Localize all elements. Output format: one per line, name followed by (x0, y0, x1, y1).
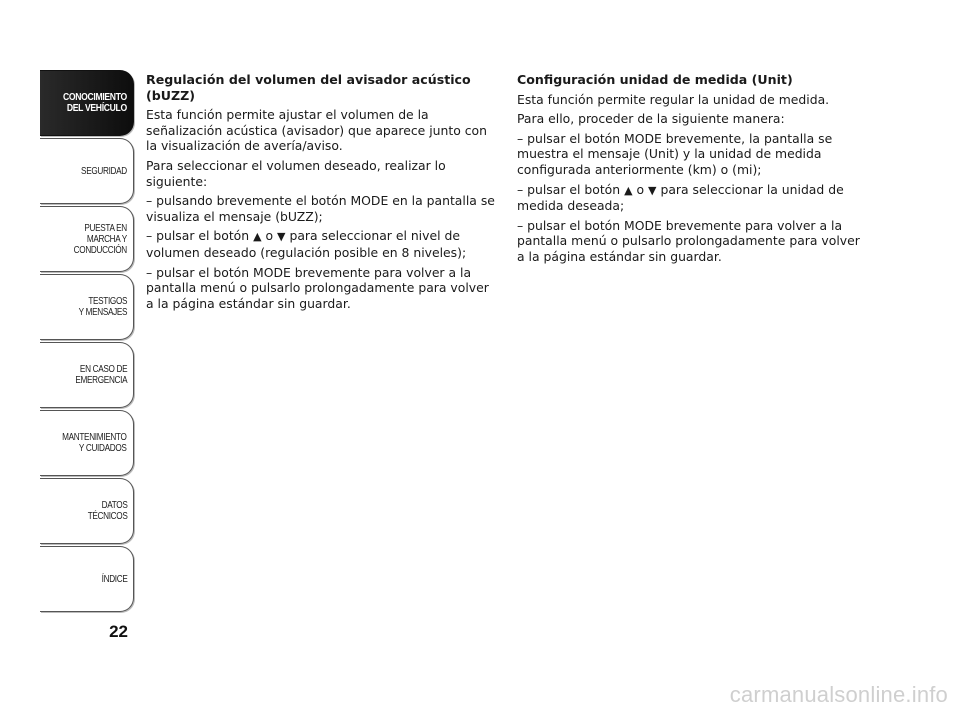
tab-label: MANTENIMIENTO Y CUIDADOS (62, 432, 127, 454)
tab-label: EN CASO DE EMERGENCIA (75, 364, 127, 386)
section-heading-unit: Configuración unidad de medida (Unit) (517, 72, 793, 87)
right-column (517, 72, 862, 269)
tab-label: SEGURIDAD (81, 165, 127, 177)
text-fragment: – pulsar el botón (146, 228, 250, 244)
text-fragment: para seleccionar la unidad de medida deseada; (517, 181, 844, 214)
tab-conocimiento-del-vehiculo[interactable] (40, 70, 134, 136)
tab-label: TESTIGOS Y MENSAJES (78, 296, 127, 318)
watermark: carmanualsonline.info (729, 682, 948, 707)
text-fragment: – pulsar el botón (517, 181, 621, 197)
paragraph: – pulsando brevemente el botón MODE en la pantalla se visualiza el mensaje (bUZZ); (146, 193, 495, 224)
text-fragment: para seleccionar el nivel de volumen deseado (regulación posible en 8 niveles); (146, 228, 467, 260)
tab-label: ÍNDICE (101, 573, 127, 585)
paragraph: – pulsar el botón MODE brevemente para volver a la pantalla menú o pulsarlo prolongadamente para volver a la página estándar sin guardar. (146, 264, 489, 311)
section-heading-buzz: Regulación del volumen del avisador acústico (bUZZ) (146, 72, 471, 103)
paragraph (146, 228, 498, 260)
paragraph: Esta función permite ajustar el volumen de la señalización acústica (avisador) que aparece junto con la visualización de avería/aviso. (146, 107, 487, 154)
page-number: 22 (109, 622, 128, 641)
paragraph: Para ello, proceder de la siguiente manera: (517, 111, 785, 127)
paragraph: Para seleccionar el volumen deseado, realizar lo siguiente: (146, 157, 446, 189)
tab-en-caso-de-emergencia[interactable] (40, 342, 134, 408)
tab-testigos-y-mensajes[interactable] (40, 274, 134, 340)
left-column (146, 72, 498, 315)
tab-label: PUESTA EN MARCHA Y CONDUCCIÓN (73, 222, 127, 256)
tab-indice[interactable] (40, 546, 134, 612)
up-arrow-icon: ▲ (624, 183, 633, 197)
tab-seguridad[interactable] (40, 138, 134, 204)
tab-mantenimiento[interactable] (40, 410, 134, 476)
paragraph: Esta función permite regular la unidad de medida. (517, 91, 830, 107)
tab-puesta-en-marcha[interactable] (40, 206, 134, 272)
section-tab-index (40, 70, 134, 614)
paragraph (517, 182, 862, 214)
down-arrow-icon: ▼ (277, 230, 286, 244)
paragraph: – pulsar el botón MODE brevemente, la pantalla se muestra el mensaje (Unit) y la unidad de medida configurada anteriormente (km) o (mi); (517, 130, 833, 177)
tab-label: CONOCIMIENTO DEL VEHÍCULO (63, 91, 127, 114)
text-fragment: o (636, 181, 645, 197)
tab-label: DATOS TÉCNICOS (87, 500, 127, 522)
text-fragment: o (265, 228, 274, 244)
down-arrow-icon: ▼ (648, 183, 657, 197)
tab-datos-tecnicos[interactable] (40, 478, 134, 544)
paragraph: – pulsar el botón MODE brevemente para volver a la pantalla menú o pulsarlo prolongadamente para volver a la página estándar sin guardar. (517, 217, 860, 264)
up-arrow-icon: ▲ (253, 230, 262, 244)
